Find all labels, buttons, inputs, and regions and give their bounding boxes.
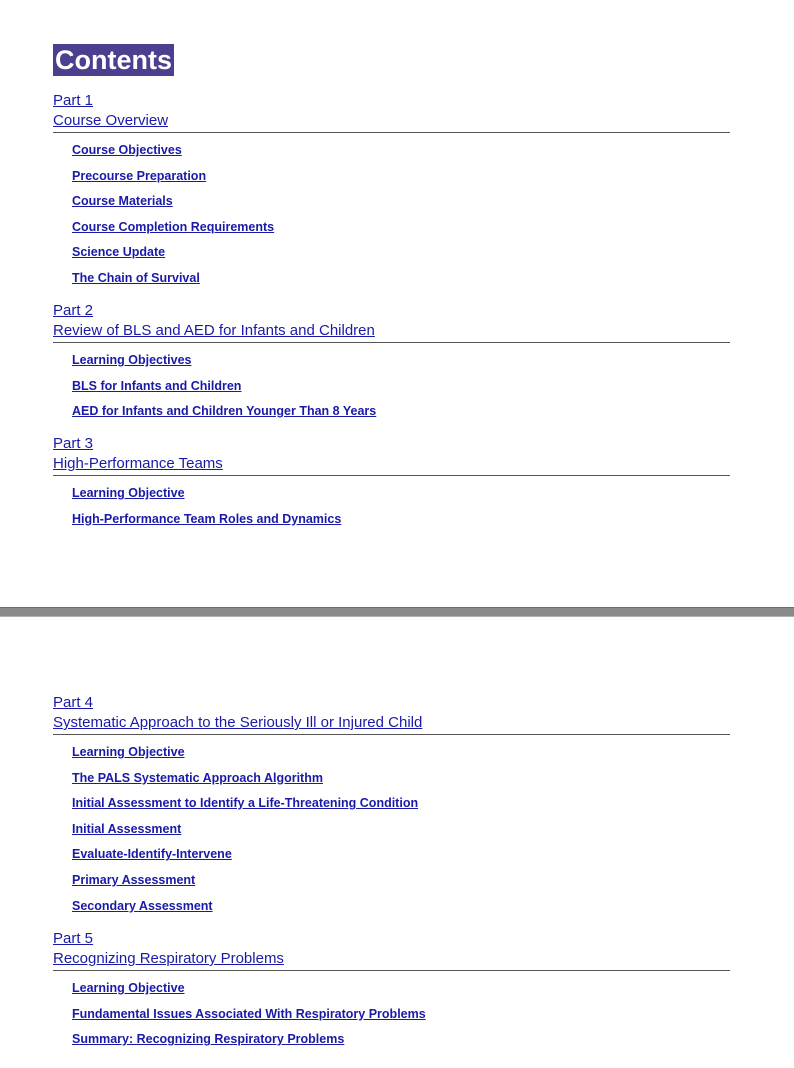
toc-item xyxy=(53,168,730,194)
document-page-2 xyxy=(0,617,794,1068)
toc-item xyxy=(53,219,730,245)
part-title: Systematic Approach to the Seriously Ill or Injured Child xyxy=(53,714,423,731)
section-link[interactable]: Fundamental Issues Associated With Respiratory Problems xyxy=(72,1006,426,1021)
toc-item xyxy=(53,511,730,537)
section-link[interactable]: Science Update xyxy=(72,245,166,260)
section-link[interactable]: BLS for Infants and Children xyxy=(72,378,242,393)
toc-item xyxy=(53,980,730,1006)
section-link[interactable]: High-Performance Team Roles and Dynamics xyxy=(72,511,342,526)
section-link[interactable]: Initial Assessment xyxy=(72,821,182,836)
section-link[interactable]: Course Objectives xyxy=(72,143,182,157)
toc-item xyxy=(53,821,730,847)
section-link[interactable]: Precourse Preparation xyxy=(72,168,207,183)
part-title: Review of BLS and AED for Infants and Children xyxy=(53,322,375,339)
toc-item xyxy=(53,1006,730,1032)
toc-item xyxy=(53,872,730,898)
part-number: Part 5 xyxy=(53,930,94,947)
toc-item xyxy=(53,352,730,378)
section-link[interactable]: Summary: Recognizing Respiratory Problems xyxy=(72,1032,345,1047)
toc-item xyxy=(53,744,730,770)
toc-item xyxy=(53,244,730,270)
part-2-link[interactable] xyxy=(53,301,730,343)
part-3-link[interactable] xyxy=(53,434,730,476)
toc-item xyxy=(53,142,730,168)
page-separator xyxy=(0,607,794,617)
part-5 xyxy=(53,929,730,1057)
section-link[interactable]: Primary Assessment xyxy=(72,872,196,887)
section-link[interactable]: Evaluate-Identify-Intervene xyxy=(72,847,232,862)
contents-heading: Contents xyxy=(55,45,172,75)
section-link[interactable]: Course Materials xyxy=(72,194,173,209)
toc-item xyxy=(53,403,730,429)
section-link[interactable]: Secondary Assessment xyxy=(72,898,213,913)
toc-item xyxy=(53,193,730,219)
part-1-link[interactable] xyxy=(53,91,730,133)
section-link[interactable]: Learning Objective xyxy=(72,745,185,759)
section-link[interactable]: Initial Assessment to Identify a Life-Threatening Condition xyxy=(72,796,419,811)
section-link[interactable]: Course Completion Requirements xyxy=(72,219,275,234)
part-title: Recognizing Respiratory Problems xyxy=(53,950,284,967)
toc-item xyxy=(53,270,730,296)
part-number: Part 3 xyxy=(53,435,94,452)
part-4-link[interactable] xyxy=(53,693,730,735)
part-4 xyxy=(53,693,730,923)
toc-item xyxy=(53,485,730,511)
part-3 xyxy=(53,434,730,536)
toc-item xyxy=(53,770,730,796)
part-title: Course Overview xyxy=(53,112,169,129)
part-number: Part 1 xyxy=(53,92,94,109)
section-list xyxy=(53,485,730,536)
section-link[interactable]: The PALS Systematic Approach Algorithm xyxy=(72,770,323,785)
part-1 xyxy=(53,91,730,296)
section-link[interactable]: Learning Objective xyxy=(72,486,185,500)
toc-item xyxy=(53,846,730,872)
toc-item xyxy=(53,795,730,821)
toc-item xyxy=(53,898,730,924)
toc-item xyxy=(53,1031,730,1057)
toc-item xyxy=(53,378,730,404)
part-title: High-Performance Teams xyxy=(53,455,223,472)
section-link[interactable]: Learning Objectives xyxy=(72,353,192,367)
section-link[interactable]: AED for Infants and Children Younger Than 8 Years xyxy=(72,404,377,419)
section-list xyxy=(53,980,730,1057)
section-link[interactable]: The Chain of Survival xyxy=(72,270,200,285)
section-list xyxy=(53,352,730,429)
part-number: Part 4 xyxy=(53,694,94,711)
section-link[interactable]: Learning Objective xyxy=(72,981,185,995)
part-5-link[interactable] xyxy=(53,929,730,971)
section-list xyxy=(53,142,730,296)
part-number: Part 2 xyxy=(53,302,94,319)
section-list xyxy=(53,744,730,923)
part-2 xyxy=(53,301,730,429)
